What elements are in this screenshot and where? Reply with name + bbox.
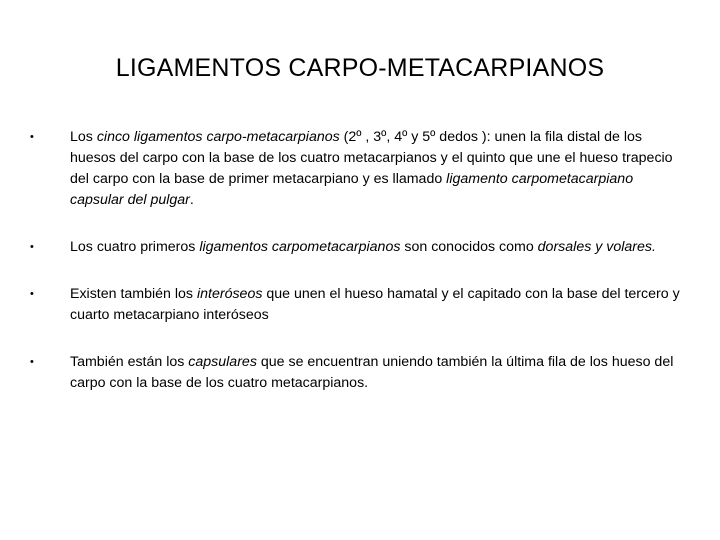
bullet-text: [70, 129, 673, 208]
bullet-item: [28, 352, 688, 394]
bullet-text: [70, 286, 680, 323]
bullet-item: [28, 237, 688, 258]
bullet-icon: •: [30, 288, 34, 300]
slide-title: LIGAMENTOS CARPO-METACARPIANOS: [115, 54, 605, 82]
text-segment: (2º , 3º, 4º y 5º dedos ): unen la fila distal de los huesos del carpo con la base de los cuatro metacarpianos y el quinto que une el hueso trapecio del carpo con la base de primer metacarpiano y es llamado: [70, 129, 673, 187]
text-segment: Existen también los: [70, 286, 197, 302]
bullet-icon: •: [30, 241, 34, 253]
bullet-text: [70, 239, 656, 255]
bullet-icon: •: [30, 131, 34, 143]
bullet-item: [28, 127, 688, 211]
text-segment: .: [189, 192, 194, 208]
bullet-item: [28, 284, 688, 326]
italic-term: cinco ligamentos carpo-metacarpianos: [96, 129, 340, 145]
italic-term: interóseos: [196, 286, 263, 302]
italic-term: ligamentos carpometacarpianos: [199, 239, 401, 255]
italic-term: capsulares: [188, 354, 257, 370]
text-segment: Los cuatro primeros: [70, 239, 200, 255]
italic-term: ligamento carpometacarpiano capsular del pulgar: [70, 171, 634, 208]
bullet-text: [70, 354, 673, 391]
text-segment: Los: [70, 129, 97, 145]
bullet-list: [28, 127, 688, 394]
bullet-icon: •: [30, 356, 34, 368]
text-segment: son conocidos como: [400, 239, 538, 255]
italic-term: dorsales y volares.: [537, 239, 656, 255]
text-segment: que se encuentran uniendo también la última fila de los hueso del carpo con la base de los cuatro metacarpianos.: [70, 354, 674, 391]
text-segment: También están los: [70, 354, 189, 370]
text-segment: que unen el hueso hamatal y el capitado con la base del tercero y cuarto metacarpiano interóseos: [70, 286, 680, 323]
